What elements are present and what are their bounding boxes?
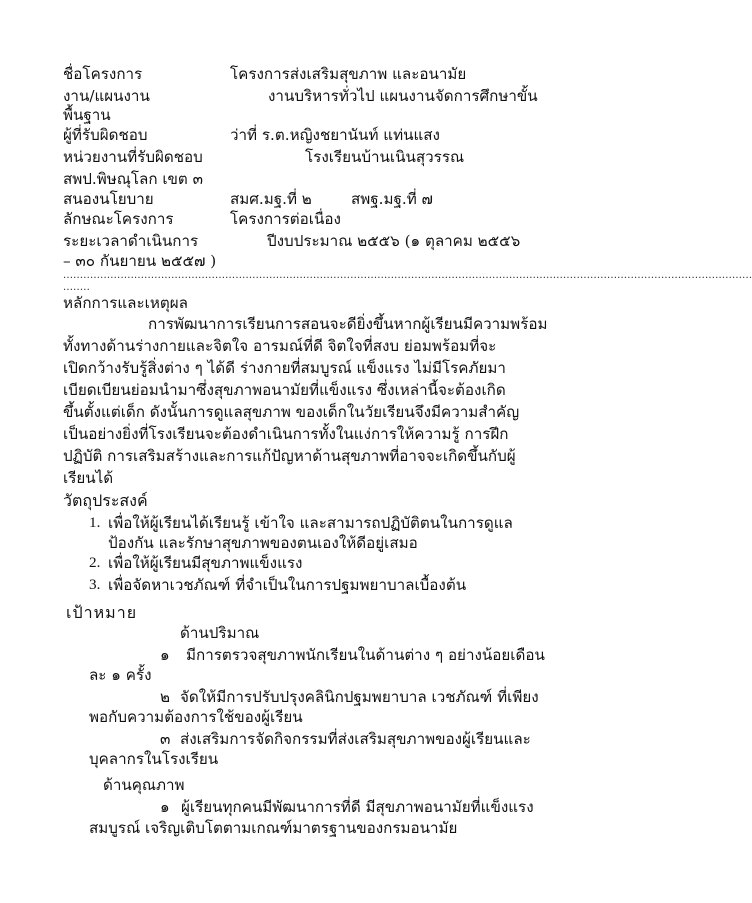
plan-label: งาน/แผนงาน — [63, 87, 150, 105]
rationale-line: เรียนได้ — [63, 469, 114, 487]
quantity-number: ๑ — [160, 646, 170, 664]
quantity-text: จัดให้มีการปรับปรุงคลินิกปฐมพยาบาล เวชภัณฑ์ ที่เพียง — [180, 688, 539, 706]
rationale-line: ทั้งทางด้านร่างกายและจิตใจ อารมณ์ที่ดี จิตใจที่สงบ ย่อมพร้อมที่จะ — [63, 337, 497, 355]
rationale-heading: หลักการและเหตุผล — [63, 294, 188, 312]
plan-value-cont: พื้นฐาน — [63, 106, 111, 124]
quantity-text-cont: พอกับความต้องการใช้ของผู้เรียน — [89, 708, 303, 726]
rationale-line: เปิดกว้างรับรู้สิ่งต่าง ๆ ได้ดี ร่างกายที่สมบูรณ์ แข็งแรง ไม่มีโรคภัยมา — [63, 359, 506, 377]
targets-heading: เป้าหมาย — [66, 603, 138, 622]
character-value: โครงการต่อเนื่อง — [230, 210, 341, 228]
area-line: สพป.พิษณุโลก เขต ๓ — [63, 170, 203, 188]
quantity-text: ส่งเสริมการจัดกิจกรรมที่ส่งเสริมสุขภาพของผู้เรียนและ — [180, 730, 531, 748]
policy-label: สนองนโยบาย — [63, 190, 154, 208]
objective-number: 2. — [89, 554, 101, 571]
rationale-line: การพัฒนาการเรียนการสอนจะดียิ่งขึ้นหากผู้เรียนมีความพร้อม — [148, 315, 548, 333]
quality-text-cont: สมบูรณ์ เจริญเติบโตตามเกณฑ์มาตรฐานของกรมอนามัย — [89, 819, 458, 837]
plan-value: งานบริหารทั่วไป แผนงานจัดการศึกษาขั้น — [268, 87, 538, 105]
quantity-number: ๒ — [160, 688, 171, 706]
quality-text: ผู้เรียนทุกคนมีพัฒนาการที่ดี มีสุขภาพอนามัยที่แข็งแรง — [181, 798, 534, 816]
policy-value-1: สมศ.มฐ.ที่ ๒ — [230, 190, 312, 208]
quality-number: ๑ — [160, 798, 170, 816]
unit-value: โรงเรียนบ้านเนินสุวรรณ — [305, 148, 465, 166]
unit-label: หน่วยงานที่รับผิดชอบ — [63, 148, 203, 166]
project-name-value: โครงการส่งเสริมสุขภาพ และอนามัย — [230, 65, 467, 83]
rationale-line: เบียดเบียนย่อมนำมาซึ่งสุขภาพอนามัยที่แข็งแรง ซึ่งเหล่านี้จะต้องเกิด — [63, 381, 506, 399]
objectives-heading: วัตถุประสงค์ — [63, 491, 148, 510]
objective-text-cont: ป้องกัน และรักษาสุขภาพของตนเองให้ดีอยู่เสมอ — [108, 534, 418, 552]
rationale-line: ขึ้นตั้งแต่เด็ก ดังนั้นการดูแลสุขภาพ ของเด็กในวัยเรียนจึงมีความสำคัญ — [63, 403, 520, 421]
quantity-text-cont: ละ ๑ ครั้ง — [89, 666, 152, 684]
quantity-heading: ด้านปริมาณ — [180, 624, 260, 642]
responsible-label: ผู้ที่รับผิดชอบ — [63, 126, 148, 144]
quantity-text: มีการตรวจสุขภาพนักเรียนในด้านต่าง ๆ อย่างน้อยเดือน — [186, 646, 545, 664]
objective-number: 1. — [89, 514, 101, 531]
character-label: ลักษณะโครงการ — [63, 210, 174, 228]
separator-dots-2: ........ — [63, 282, 91, 293]
quality-heading: ด้านคุณภาพ — [103, 776, 185, 794]
responsible-value: ว่าที่ ร.ต.หญิงชยานันท์ แท่นแสง — [230, 126, 440, 144]
objective-text: เพื่อจัดหาเวชภัณฑ์ ที่จำเป็นในการปฐมพยาบาลเบื้องต้น — [108, 576, 467, 594]
quantity-text-cont: บุคลากรในโรงเรียน — [89, 750, 219, 768]
objective-text: เพื่อให้ผู้เรียนมีสุขภาพแข็งแรง — [108, 554, 303, 572]
period-label: ระยะเวลาดำเนินการ — [63, 232, 199, 250]
objective-number: 3. — [89, 576, 101, 593]
quantity-number: ๓ — [160, 730, 171, 748]
period-value: ปีงบประมาณ ๒๕๕๖ (๑ ตุลาคม ๒๕๕๖ — [267, 232, 521, 250]
separator-dots-1: ............................................................................................................................................................................................................ — [63, 270, 752, 281]
rationale-line: ปฏิบัติ การเสริมสร้างและการแก้ปัญหาด้านสุขภาพที่อาจจะเกิดขึ้นกับผู้ — [63, 447, 516, 465]
project-name-label: ชื่อโครงการ — [63, 65, 143, 83]
rationale-line: เป็นอย่างยิ่งที่โรงเรียนจะต้องดำเนินการทั้งในแง่การให้ความรู้ การฝึก — [63, 425, 509, 443]
period-value-cont: – ๓๐ กันยายน ๒๕๕๗ ) — [63, 252, 217, 270]
policy-value-2: สพฐ.มฐ.ที่ ๗ — [351, 190, 433, 208]
objective-text: เพื่อให้ผู้เรียนได้เรียนรู้ เข้าใจ และสามารถปฏิบัติตนในการดูแล — [108, 514, 513, 532]
